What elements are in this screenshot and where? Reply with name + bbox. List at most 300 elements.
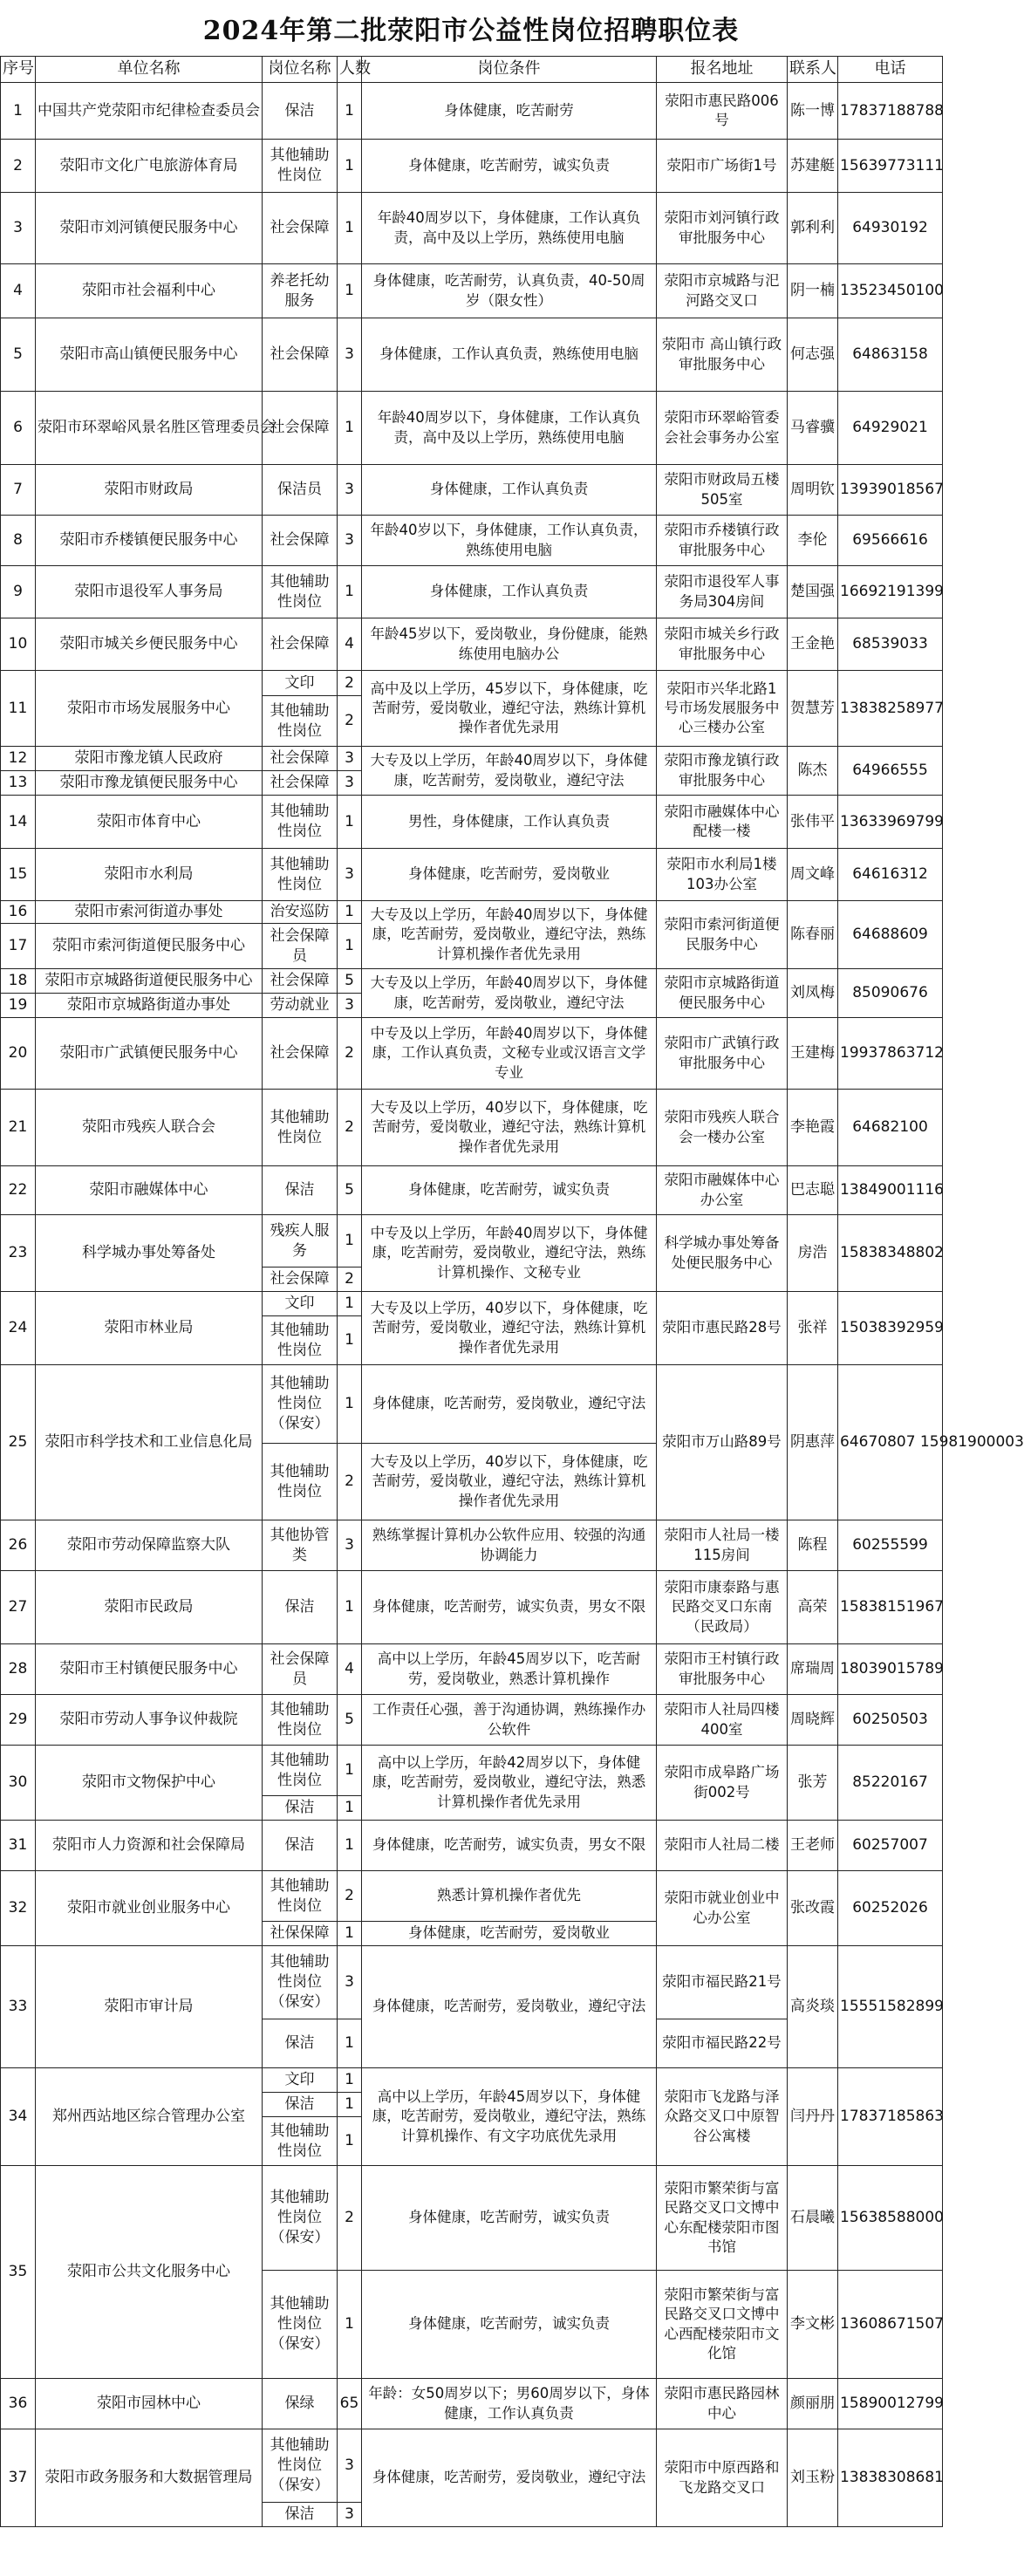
phone-cell: 17837188788 — [838, 83, 943, 140]
index-cell: 34 — [1, 2068, 36, 2166]
count-cell: 1 — [338, 796, 362, 849]
address-cell: 荥阳市环翠峪管委会社会事务办公室 — [657, 392, 788, 465]
conditions-cell: 身体健康，吃苦耐劳，诚实负责，男女不限 — [362, 1571, 657, 1644]
index-cell: 8 — [1, 516, 36, 566]
position-cell: 其他辅助性岗位 — [263, 2117, 338, 2166]
index-cell: 21 — [1, 1090, 36, 1166]
count-cell: 3 — [338, 771, 362, 796]
table-row — [1, 2379, 943, 2429]
count-cell: 1 — [338, 264, 362, 318]
contact-cell: 马睿骥 — [788, 392, 838, 465]
count-cell: 5 — [338, 969, 362, 994]
phone-cell: 18039015789 — [838, 1644, 943, 1695]
position-cell: 其他辅助性岗位（保安） — [263, 2429, 338, 2503]
conditions-cell: 熟悉计算机操作者优先 — [362, 1871, 657, 1922]
table-row — [1, 1821, 943, 1871]
index-cell: 33 — [1, 1946, 36, 2068]
address-cell: 荥阳市万山路89号 — [657, 1365, 788, 1520]
contact-cell: 巴志聪 — [788, 1166, 838, 1215]
unit-cell: 郑州西站地区综合管理办公室 — [36, 2068, 263, 2166]
unit-cell: 荥阳市劳动人事争议仲裁院 — [36, 1695, 263, 1746]
phone-cell: 15038392959 — [838, 1292, 943, 1365]
position-cell: 其他辅助性岗位 — [263, 1746, 338, 1796]
table-row — [1, 1520, 943, 1571]
count-cell: 1 — [338, 1821, 362, 1871]
phone-cell: 60257007 — [838, 1821, 943, 1871]
phone-cell: 60250503 — [838, 1695, 943, 1746]
unit-cell: 荥阳市人力资源和社会保障局 — [36, 1821, 263, 1871]
position-cell: 其他辅助性岗位（保安） — [263, 1365, 338, 1444]
count-cell: 3 — [338, 849, 362, 901]
contact-cell: 郭利利 — [788, 193, 838, 264]
unit-cell: 荥阳市乔楼镇便民服务中心 — [36, 516, 263, 566]
phone-cell: 13838308681 — [838, 2429, 943, 2527]
count-cell: 3 — [338, 318, 362, 392]
unit-cell: 荥阳市索河街道便民服务中心 — [36, 924, 263, 969]
index-cell: 31 — [1, 1821, 36, 1871]
count-cell: 3 — [338, 2429, 362, 2503]
conditions-cell: 工作责任心强，善于沟通协调，熟练操作办公软件 — [362, 1695, 657, 1746]
address-cell: 荥阳市就业创业中心办公室 — [657, 1871, 788, 1946]
unit-cell: 荥阳市文物保护中心 — [36, 1746, 263, 1821]
phone-cell: 64930192 — [838, 193, 943, 264]
address-cell: 荥阳市广场街1号 — [657, 140, 788, 193]
contact-cell: 刘玉粉 — [788, 2429, 838, 2527]
index-cell: 18 — [1, 969, 36, 994]
address-cell: 荥阳市福民路21号 — [657, 1946, 788, 2019]
position-cell: 社会保障 — [263, 193, 338, 264]
unit-cell: 荥阳市王村镇便民服务中心 — [36, 1644, 263, 1695]
contact-cell: 高炎琰 — [788, 1946, 838, 2068]
position-cell: 社会保障 — [263, 1018, 338, 1090]
position-cell: 社会保障员 — [263, 924, 338, 969]
count-cell: 3 — [338, 465, 362, 516]
position-cell: 保绿 — [263, 2379, 338, 2429]
contact-cell: 张改霞 — [788, 1871, 838, 1946]
position-cell: 其他辅助性岗位 — [263, 1695, 338, 1746]
address-cell: 荥阳市人社局四楼400室 — [657, 1695, 788, 1746]
position-cell: 其他辅助性岗位（保安） — [263, 1946, 338, 2019]
table-row — [1, 83, 943, 140]
table-row — [1, 1018, 943, 1090]
conditions-cell: 熟练掌握计算机办公软件应用、较强的沟通协调能力 — [362, 1520, 657, 1571]
unit-cell: 荥阳市科学技术和工业信息化局 — [36, 1365, 263, 1520]
position-cell: 其他辅助性岗位 — [263, 849, 338, 901]
address-cell: 荥阳市京城路街道便民服务中心 — [657, 969, 788, 1018]
conditions-cell: 年龄：女50周岁以下；男60周岁以下，身体健康，工作认真负责 — [362, 2379, 657, 2429]
contact-cell: 王老师 — [788, 1821, 838, 1871]
contact-cell: 陈杰 — [788, 747, 838, 796]
index-cell: 13 — [1, 771, 36, 796]
position-cell: 其他辅助性岗位 — [263, 1316, 338, 1365]
contact-cell: 何志强 — [788, 318, 838, 392]
address-cell: 荥阳市惠民路006号 — [657, 83, 788, 140]
unit-cell: 荥阳市豫龙镇便民服务中心 — [36, 771, 263, 796]
conditions-cell: 身体健康，吃苦耐劳，诚实负责 — [362, 1166, 657, 1215]
conditions-cell: 大专及以上学历，年龄40周岁以下，身体健康，吃苦耐劳，爱岗敬业，遵纪守法 — [362, 747, 657, 796]
table-row — [1, 1746, 943, 1796]
conditions-cell: 身体健康，吃苦耐劳，认真负责，40-50周岁（限女性） — [362, 264, 657, 318]
count-cell: 1 — [338, 2068, 362, 2093]
contact-cell: 贺慧芳 — [788, 671, 838, 747]
position-cell: 社会保障 — [263, 771, 338, 796]
position-cell: 社会保障 — [263, 969, 338, 994]
index-cell: 17 — [1, 924, 36, 969]
count-cell: 1 — [338, 2117, 362, 2166]
table-row — [1, 264, 943, 318]
index-cell: 10 — [1, 618, 36, 671]
address-cell: 荥阳市 高山镇行政审批服务中心 — [657, 318, 788, 392]
position-cell: 文印 — [263, 1292, 338, 1316]
phone-cell: 19937863712 — [838, 1018, 943, 1090]
index-cell: 24 — [1, 1292, 36, 1365]
count-cell: 1 — [338, 2019, 362, 2068]
phone-cell: 85090676 — [838, 969, 943, 1018]
position-cell: 残疾人服务 — [263, 1215, 338, 1268]
unit-cell: 荥阳市政务服务和大数据管理局 — [36, 2429, 263, 2527]
unit-cell: 荥阳市市场发展服务中心 — [36, 671, 263, 747]
contact-cell: 陈程 — [788, 1520, 838, 1571]
header-count: 人数 — [338, 57, 362, 83]
unit-cell: 荥阳市残疾人联合会 — [36, 1090, 263, 1166]
count-cell: 2 — [338, 671, 362, 696]
position-cell: 社会保障 — [263, 392, 338, 465]
count-cell: 2 — [338, 696, 362, 747]
count-cell: 5 — [338, 1695, 362, 1746]
conditions-cell: 大专及以上学历，40岁以下，身体健康，吃苦耐劳，爱岗敬业，遵纪守法，熟练计算机操作者优先录用 — [362, 1292, 657, 1365]
count-cell: 3 — [338, 994, 362, 1018]
address-cell: 荥阳市成皋路广场街002号 — [657, 1746, 788, 1821]
table-row — [1, 1644, 943, 1695]
position-cell: 文印 — [263, 2068, 338, 2093]
position-cell: 保洁 — [263, 2503, 338, 2527]
position-cell: 其他辅助性岗位 — [263, 796, 338, 849]
conditions-cell: 大专及以上学历，40岁以下，身体健康，吃苦耐劳，爱岗敬业，遵纪守法，熟练计算机操作者优先录用 — [362, 1444, 657, 1520]
phone-cell: 64616312 — [838, 849, 943, 901]
position-cell: 其他辅助性岗位 — [263, 1090, 338, 1166]
contact-cell: 李文彬 — [788, 2271, 838, 2379]
table-row — [1, 2068, 943, 2093]
contact-cell: 颜丽朋 — [788, 2379, 838, 2429]
table-row — [1, 618, 943, 671]
position-cell: 社会保障 — [263, 318, 338, 392]
index-cell: 28 — [1, 1644, 36, 1695]
conditions-cell: 身体健康，工作认真负责 — [362, 465, 657, 516]
phone-cell: 13633969799 — [838, 796, 943, 849]
index-cell: 9 — [1, 566, 36, 618]
address-cell: 荥阳市人社局一楼115房间 — [657, 1520, 788, 1571]
conditions-cell: 身体健康，工作认真负责，熟练使用电脑 — [362, 318, 657, 392]
conditions-cell: 身体健康，吃苦耐劳，诚实负责 — [362, 2271, 657, 2379]
index-cell: 14 — [1, 796, 36, 849]
table-row — [1, 318, 943, 392]
position-cell: 社会保障 — [263, 516, 338, 566]
count-cell: 1 — [338, 140, 362, 193]
unit-cell: 荥阳市社会福利中心 — [36, 264, 263, 318]
address-cell: 荥阳市水利局1楼103办公室 — [657, 849, 788, 901]
conditions-cell: 中专及以上学历，年龄40周岁以下，身体健康，吃苦耐劳，爱岗敬业，遵纪守法，熟练计算机操作、文秘专业 — [362, 1215, 657, 1292]
address-cell: 科学城办事处筹备处便民服务中心 — [657, 1215, 788, 1292]
conditions-cell: 身体健康，吃苦耐劳，爱岗敬业，遵纪守法 — [362, 1946, 657, 2068]
contact-cell: 房浩 — [788, 1215, 838, 1292]
count-cell: 65 — [338, 2379, 362, 2429]
contact-cell: 石晨曦 — [788, 2166, 838, 2271]
unit-cell: 荥阳市环翠峪风景名胜区管理委员会 — [36, 392, 263, 465]
address-cell: 荥阳市中原西路和飞龙路交叉口 — [657, 2429, 788, 2527]
position-cell: 社会保障 — [263, 618, 338, 671]
unit-cell: 荥阳市林业局 — [36, 1292, 263, 1365]
index-cell: 7 — [1, 465, 36, 516]
phone-cell: 13523450100 — [838, 264, 943, 318]
unit-cell: 荥阳市园林中心 — [36, 2379, 263, 2429]
address-cell: 荥阳市繁荣街与富民路交叉口文博中心西配楼荥阳市文化馆 — [657, 2271, 788, 2379]
index-cell: 30 — [1, 1746, 36, 1821]
header-unit: 单位名称 — [36, 57, 263, 83]
address-cell: 荥阳市人社局二楼 — [657, 1821, 788, 1871]
unit-cell: 荥阳市京城路街道便民服务中心 — [36, 969, 263, 994]
unit-cell: 荥阳市城关乡便民服务中心 — [36, 618, 263, 671]
conditions-cell: 大专及以上学历，年龄40周岁以下，身体健康，吃苦耐劳，爱岗敬业，遵纪守法，熟练计算机操作者优先录用 — [362, 901, 657, 969]
count-cell: 1 — [338, 901, 362, 924]
position-cell: 保洁 — [263, 1166, 338, 1215]
address-cell: 荥阳市惠民路28号 — [657, 1292, 788, 1365]
index-cell: 29 — [1, 1695, 36, 1746]
position-cell: 保洁 — [263, 1821, 338, 1871]
position-cell: 其他辅助性岗位 — [263, 140, 338, 193]
position-cell: 其他辅助性岗位 — [263, 696, 338, 747]
count-cell: 2 — [338, 1018, 362, 1090]
phone-cell: 15638588000 — [838, 2166, 943, 2271]
unit-cell: 荥阳市体育中心 — [36, 796, 263, 849]
count-cell: 1 — [338, 2271, 362, 2379]
position-cell: 保洁 — [263, 1796, 338, 1821]
unit-cell: 荥阳市高山镇便民服务中心 — [36, 318, 263, 392]
unit-cell: 荥阳市广武镇便民服务中心 — [36, 1018, 263, 1090]
address-cell: 荥阳市飞龙路与泽众路交叉口中原智谷公寓楼 — [657, 2068, 788, 2166]
position-cell: 其他辅助性岗位 — [263, 566, 338, 618]
table-row — [1, 140, 943, 193]
conditions-cell: 身体健康，吃苦耐劳，爱岗敬业，遵纪守法 — [362, 2429, 657, 2527]
contact-cell: 王金艳 — [788, 618, 838, 671]
contact-cell: 张芳 — [788, 1746, 838, 1821]
recruitment-table — [0, 56, 1024, 2527]
table-row — [1, 849, 943, 901]
count-cell: 4 — [338, 618, 362, 671]
address-cell: 荥阳市康泰路与惠民路交叉口东南（民政局） — [657, 1571, 788, 1644]
phone-cell: 15639773111 — [838, 140, 943, 193]
index-cell: 19 — [1, 994, 36, 1018]
address-cell: 荥阳市惠民路园林中心 — [657, 2379, 788, 2429]
index-cell: 11 — [1, 671, 36, 747]
contact-cell: 席瑞周 — [788, 1644, 838, 1695]
unit-cell: 科学城办事处筹备处 — [36, 1215, 263, 1292]
index-cell: 16 — [1, 901, 36, 924]
count-cell: 1 — [338, 1316, 362, 1365]
unit-cell: 荥阳市索河街道办事处 — [36, 901, 263, 924]
index-cell: 2 — [1, 140, 36, 193]
table-row — [1, 516, 943, 566]
unit-cell: 荥阳市京城路街道办事处 — [36, 994, 263, 1018]
contact-cell: 王建梅 — [788, 1018, 838, 1090]
header-index: 序号 — [1, 57, 36, 83]
table-row — [1, 671, 943, 696]
table-header-row — [1, 57, 943, 83]
table-row — [1, 1946, 943, 2019]
conditions-cell: 身体健康，吃苦耐劳，诚实负责，男女不限 — [362, 1821, 657, 1871]
table-row — [1, 1365, 943, 1444]
conditions-cell: 身体健康，工作认真负责 — [362, 566, 657, 618]
count-cell: 1 — [338, 566, 362, 618]
unit-cell: 荥阳市豫龙镇人民政府 — [36, 747, 263, 771]
conditions-cell: 身体健康，吃苦耐劳，爱岗敬业 — [362, 849, 657, 901]
contact-cell: 周明钦 — [788, 465, 838, 516]
index-cell: 32 — [1, 1871, 36, 1946]
table-row — [1, 1215, 943, 1268]
unit-cell: 荥阳市财政局 — [36, 465, 263, 516]
phone-cell: 13849001116 — [838, 1166, 943, 1215]
conditions-cell: 年龄40周岁以下，身体健康，工作认真负责，高中及以上学历，熟练使用电脑 — [362, 193, 657, 264]
count-cell: 1 — [338, 1746, 362, 1796]
position-cell: 其他协管类 — [263, 1520, 338, 1571]
phone-cell: 64929021 — [838, 392, 943, 465]
phone-cell: 13838258977 — [838, 671, 943, 747]
index-cell: 27 — [1, 1571, 36, 1644]
table-row — [1, 1292, 943, 1316]
conditions-cell: 身体健康，吃苦耐劳 — [362, 83, 657, 140]
count-cell: 1 — [338, 1215, 362, 1268]
table-row — [1, 465, 943, 516]
unit-cell: 荥阳市文化广电旅游体育局 — [36, 140, 263, 193]
address-cell: 荥阳市豫龙镇行政审批服务中心 — [657, 747, 788, 796]
phone-cell: 64670807 15981900003 — [838, 1365, 943, 1520]
table-row — [1, 969, 943, 994]
conditions-cell: 高中以上学历，年龄45周岁以下，身体健康，吃苦耐劳，爱岗敬业，遵纪守法，熟练计算机操作、有文字功底优先录用 — [362, 2068, 657, 2166]
index-cell: 20 — [1, 1018, 36, 1090]
contact-cell: 楚国强 — [788, 566, 838, 618]
index-cell: 23 — [1, 1215, 36, 1292]
index-cell: 25 — [1, 1365, 36, 1520]
position-cell: 保洁员 — [263, 465, 338, 516]
phone-cell: 15890012799 — [838, 2379, 943, 2429]
table-row — [1, 2429, 943, 2503]
position-cell: 其他辅助性岗位（保安） — [263, 2271, 338, 2379]
conditions-cell: 年龄40周岁以下，身体健康，工作认真负责，高中及以上学历，熟练使用电脑 — [362, 392, 657, 465]
address-cell: 荥阳市退役军人事务局304房间 — [657, 566, 788, 618]
header-contact: 联系人 — [788, 57, 838, 83]
conditions-cell: 身体健康，吃苦耐劳，诚实负责 — [362, 140, 657, 193]
table-body — [1, 83, 1024, 2527]
position-cell: 文印 — [263, 671, 338, 696]
unit-cell: 荥阳市刘河镇便民服务中心 — [36, 193, 263, 264]
count-cell: 2 — [338, 1444, 362, 1520]
address-cell: 荥阳市繁荣街与富民路交叉口文博中心东配楼荥阳市图书馆 — [657, 2166, 788, 2271]
table-row — [1, 1695, 943, 1746]
index-cell: 15 — [1, 849, 36, 901]
count-cell: 2 — [338, 2166, 362, 2271]
unit-cell: 荥阳市民政局 — [36, 1571, 263, 1644]
phone-cell: 60252026 — [838, 1871, 943, 1946]
address-cell: 荥阳市福民路22号 — [657, 2019, 788, 2068]
address-cell: 荥阳市兴华北路1号市场发展服务中心三楼办公室 — [657, 671, 788, 747]
address-cell: 荥阳市广武镇行政审批服务中心 — [657, 1018, 788, 1090]
address-cell: 荥阳市王村镇行政审批服务中心 — [657, 1644, 788, 1695]
table-row — [1, 1871, 943, 1922]
conditions-cell: 身体健康，吃苦耐劳，爱岗敬业 — [362, 1922, 657, 1946]
table-row — [1, 901, 943, 924]
phone-cell: 15838151967 — [838, 1571, 943, 1644]
index-cell: 26 — [1, 1520, 36, 1571]
table-row — [1, 193, 943, 264]
contact-cell: 周晓辉 — [788, 1695, 838, 1746]
position-cell: 保洁 — [263, 2019, 338, 2068]
conditions-cell: 大专及以上学历，年龄40周岁以下，身体健康，吃苦耐劳，爱岗敬业，遵纪守法 — [362, 969, 657, 1018]
position-cell: 治安巡防 — [263, 901, 338, 924]
phone-cell: 15551582899 — [838, 1946, 943, 2068]
unit-cell: 荥阳市融媒体中心 — [36, 1166, 263, 1215]
address-cell: 荥阳市融媒体中心办公室 — [657, 1166, 788, 1215]
index-cell: 5 — [1, 318, 36, 392]
phone-cell: 64863158 — [838, 318, 943, 392]
position-cell: 社会保障 — [263, 747, 338, 771]
contact-cell: 闫丹丹 — [788, 2068, 838, 2166]
index-cell: 3 — [1, 193, 36, 264]
index-cell: 36 — [1, 2379, 36, 2429]
contact-cell: 高荣 — [788, 1571, 838, 1644]
count-cell: 3 — [338, 747, 362, 771]
table-row — [1, 796, 943, 849]
count-cell: 4 — [338, 1644, 362, 1695]
table-row — [1, 392, 943, 465]
unit-cell: 荥阳市退役军人事务局 — [36, 566, 263, 618]
unit-cell: 中国共产党荥阳市纪律检查委员会 — [36, 83, 263, 140]
count-cell: 3 — [338, 2503, 362, 2527]
position-cell: 社会保障 — [263, 1268, 338, 1292]
address-cell: 荥阳市融媒体中心配楼一楼 — [657, 796, 788, 849]
count-cell: 1 — [338, 1796, 362, 1821]
header-position: 岗位名称 — [263, 57, 338, 83]
table-row — [1, 1090, 943, 1166]
count-cell: 2 — [338, 1090, 362, 1166]
address-cell: 荥阳市财政局五楼505室 — [657, 465, 788, 516]
header-phone: 电话 — [838, 57, 943, 83]
address-cell: 荥阳市索河街道便民服务中心 — [657, 901, 788, 969]
count-cell: 3 — [338, 1520, 362, 1571]
header-conditions: 岗位条件 — [362, 57, 657, 83]
phone-cell: 15838348802 — [838, 1215, 943, 1292]
contact-cell: 李伦 — [788, 516, 838, 566]
unit-cell: 荥阳市公共文化服务中心 — [36, 2166, 263, 2379]
unit-cell: 荥阳市审计局 — [36, 1946, 263, 2068]
conditions-cell: 高中以上学历，年龄42周岁以下，身体健康，吃苦耐劳，爱岗敬业，遵纪守法，熟悉计算机操作者优先录用 — [362, 1746, 657, 1821]
address-cell: 荥阳市京城路与汜河路交叉口 — [657, 264, 788, 318]
count-cell: 3 — [338, 1946, 362, 2019]
position-cell: 社保保障 — [263, 1922, 338, 1946]
position-cell: 保洁 — [263, 83, 338, 140]
index-cell: 1 — [1, 83, 36, 140]
phone-cell: 13608671507 — [838, 2271, 943, 2379]
count-cell: 1 — [338, 1292, 362, 1316]
position-cell: 其他辅助性岗位 — [263, 1444, 338, 1520]
table-row — [1, 747, 943, 771]
index-cell: 37 — [1, 2429, 36, 2527]
conditions-cell: 男性，身体健康，工作认真负责 — [362, 796, 657, 849]
count-cell: 3 — [338, 516, 362, 566]
address-cell: 荥阳市城关乡行政审批服务中心 — [657, 618, 788, 671]
table-row — [1, 1166, 943, 1215]
count-cell: 5 — [338, 1166, 362, 1215]
contact-cell: 周文峰 — [788, 849, 838, 901]
table-row — [1, 2166, 943, 2271]
